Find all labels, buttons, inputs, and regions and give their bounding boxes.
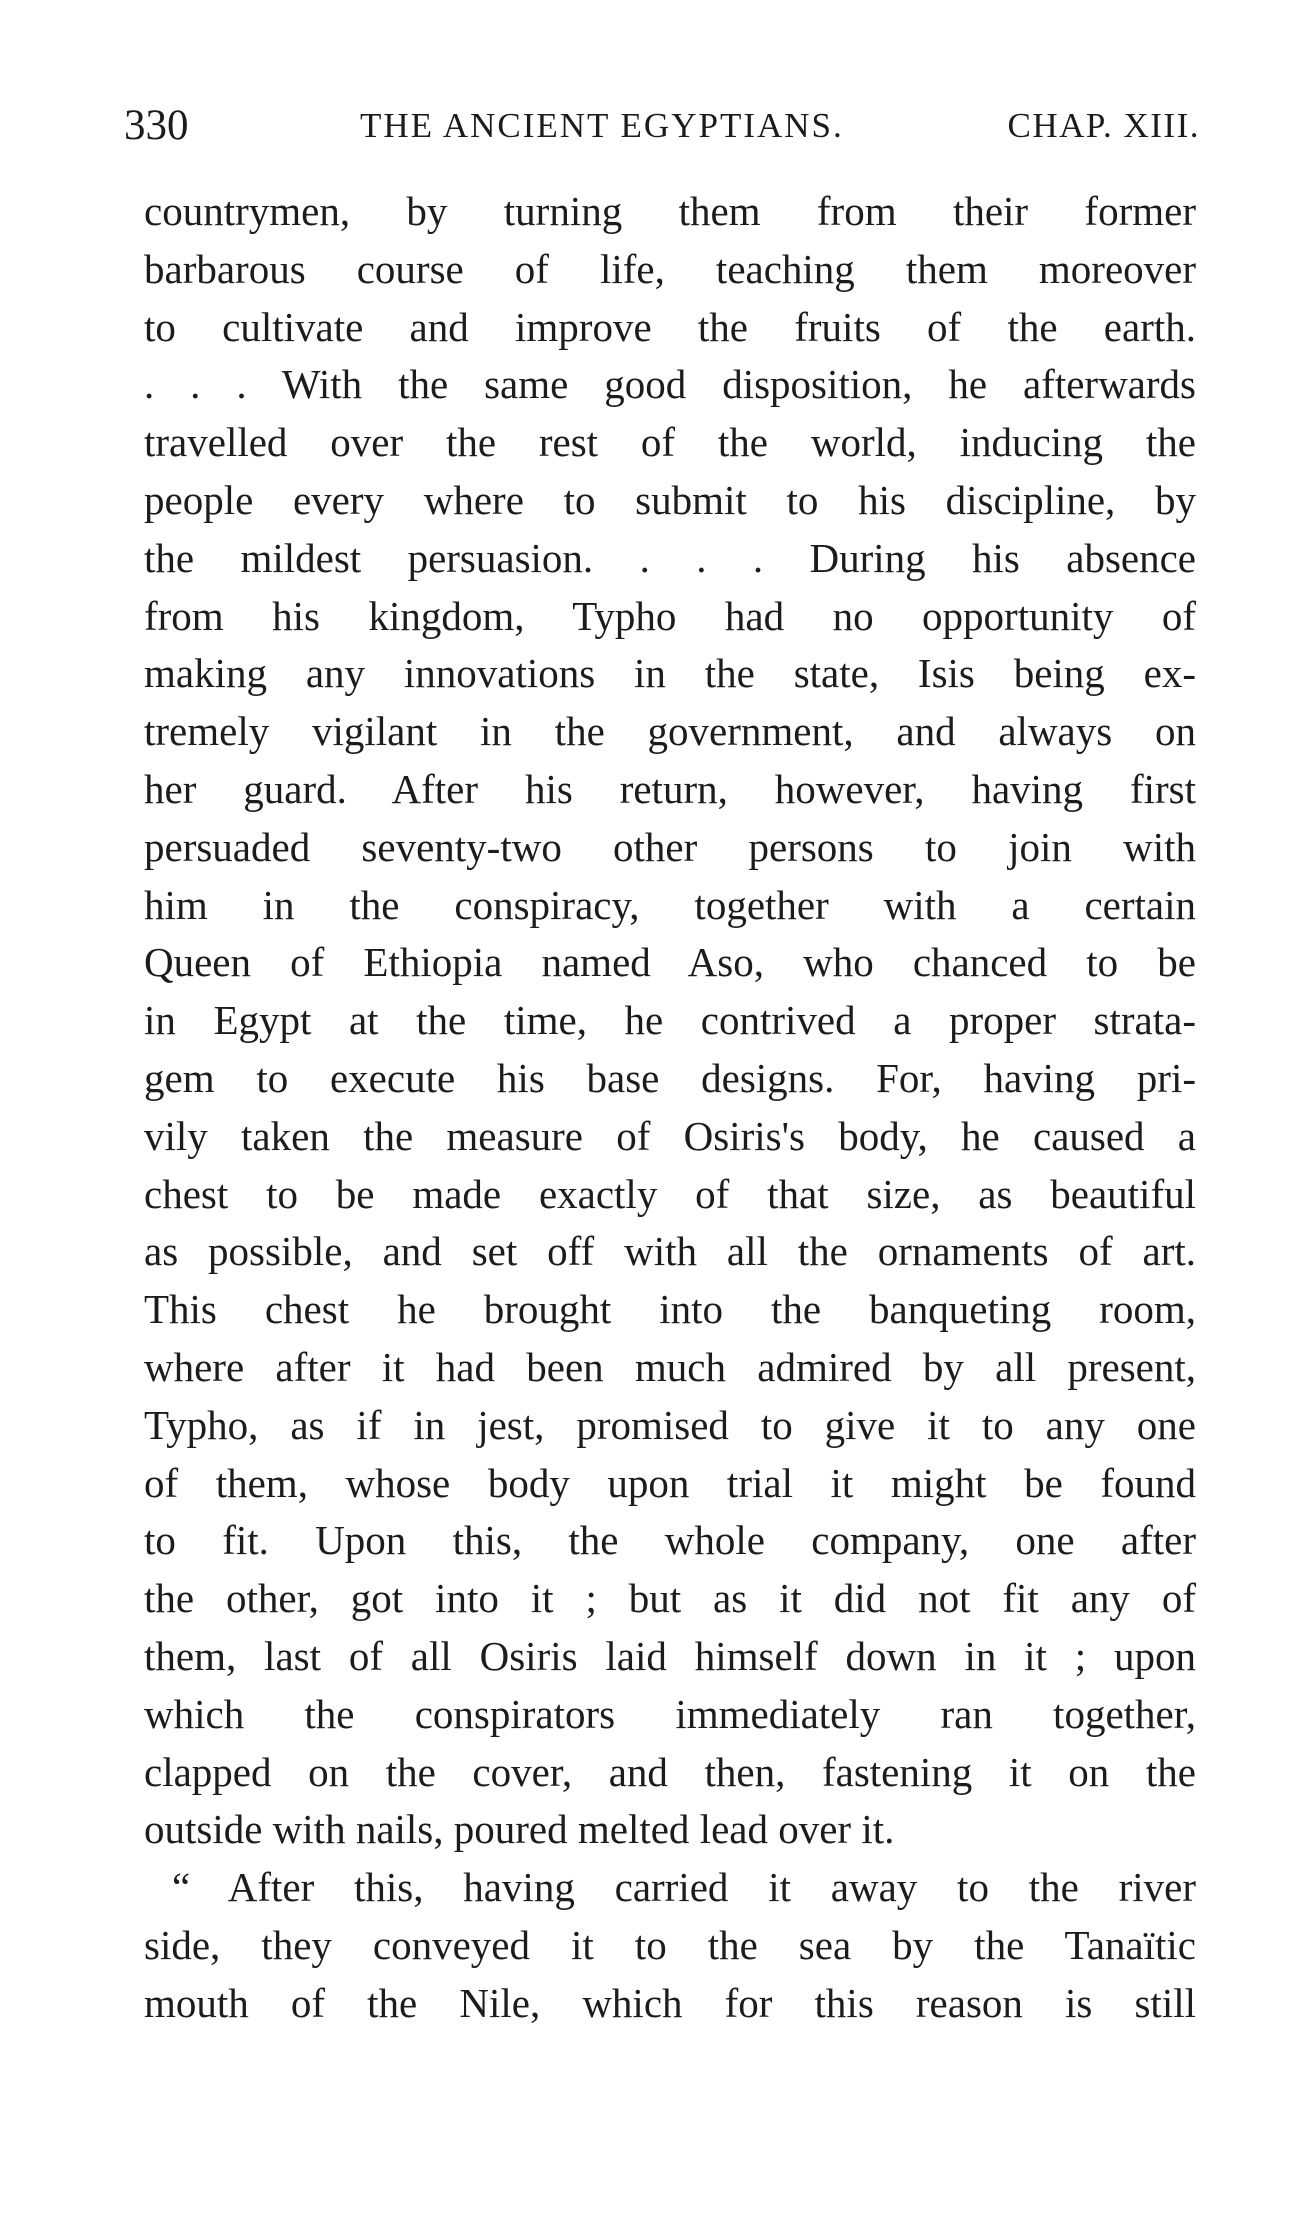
- body-text: [144, 183, 1196, 2033]
- text-line: her guard. After his return, however, having first: [144, 765, 1196, 812]
- text-line: mouth of the Nile, which for this reason is still: [144, 1979, 1196, 2026]
- text-line: countrymen, by turning them from their former: [144, 188, 1196, 234]
- text-line: of them, whose body upon trial it might be found: [144, 1459, 1196, 1506]
- text-line: people every where to submit to his discipline, by: [144, 476, 1196, 523]
- text-line: the mildest persuasion. . . . During his absence: [144, 534, 1196, 581]
- text-line: vily taken the measure of Osiris's body, he caused a: [144, 1112, 1196, 1159]
- chapter-label: CHAP. XIII.: [1007, 106, 1200, 145]
- text-line: gem to execute his base designs. For, having pri-: [144, 1054, 1196, 1101]
- text-line: persuaded seventy-two other persons to join with: [144, 823, 1196, 870]
- text-line: in Egypt at the time, he contrived a proper strata-: [144, 997, 1196, 1044]
- text-line: from his kingdom, Typho had no opportunity of: [144, 592, 1196, 639]
- text-line: Queen of Ethiopia named Aso, who chanced to be: [144, 939, 1196, 986]
- text-line: which the conspirators immediately ran together,: [144, 1690, 1196, 1737]
- text-line: side, they conveyed it to the sea by the Tanaïtic: [144, 1921, 1196, 1968]
- page-number: 330: [124, 102, 189, 149]
- text-line: Typho, as if in jest, promised to give it to any one: [144, 1401, 1196, 1448]
- text-line: the other, got into it ; but as it did not fit any of: [144, 1575, 1196, 1622]
- text-line: “ After this, having carried it away to the river: [172, 1864, 1196, 1911]
- running-header: [124, 96, 1200, 156]
- text-line: tremely vigilant in the government, and always on: [144, 708, 1196, 755]
- running-title: THE ANCIENT EGYPTIANS.: [360, 106, 844, 145]
- text-line: him in the conspiracy, together with a certain: [144, 881, 1196, 928]
- text-line: travelled over the rest of the world, inducing the: [144, 419, 1196, 466]
- text-line: This chest he brought into the banqueting room,: [144, 1286, 1196, 1333]
- text-line: to cultivate and improve the fruits of the earth.: [144, 303, 1196, 350]
- text-line: chest to be made exactly of that size, as beautiful: [144, 1170, 1196, 1217]
- text-line: where after it had been much admired by all present,: [144, 1343, 1196, 1390]
- text-line: barbarous course of life, teaching them moreover: [144, 245, 1196, 292]
- text-line: making any innovations in the state, Isis being ex-: [144, 650, 1196, 697]
- text-line: outside with nails, poured melted lead over it.: [144, 1806, 895, 1853]
- text-line: clapped on the cover, and then, fastening it on the: [144, 1748, 1196, 1795]
- text-line: as possible, and set off with all the ornaments of art.: [144, 1228, 1196, 1275]
- text-line: to fit. Upon this, the whole company, one after: [144, 1517, 1196, 1564]
- text-line: them, last of all Osiris laid himself down in it ; upon: [144, 1632, 1196, 1679]
- text-line: . . . With the same good disposition, he afterwards: [144, 361, 1196, 408]
